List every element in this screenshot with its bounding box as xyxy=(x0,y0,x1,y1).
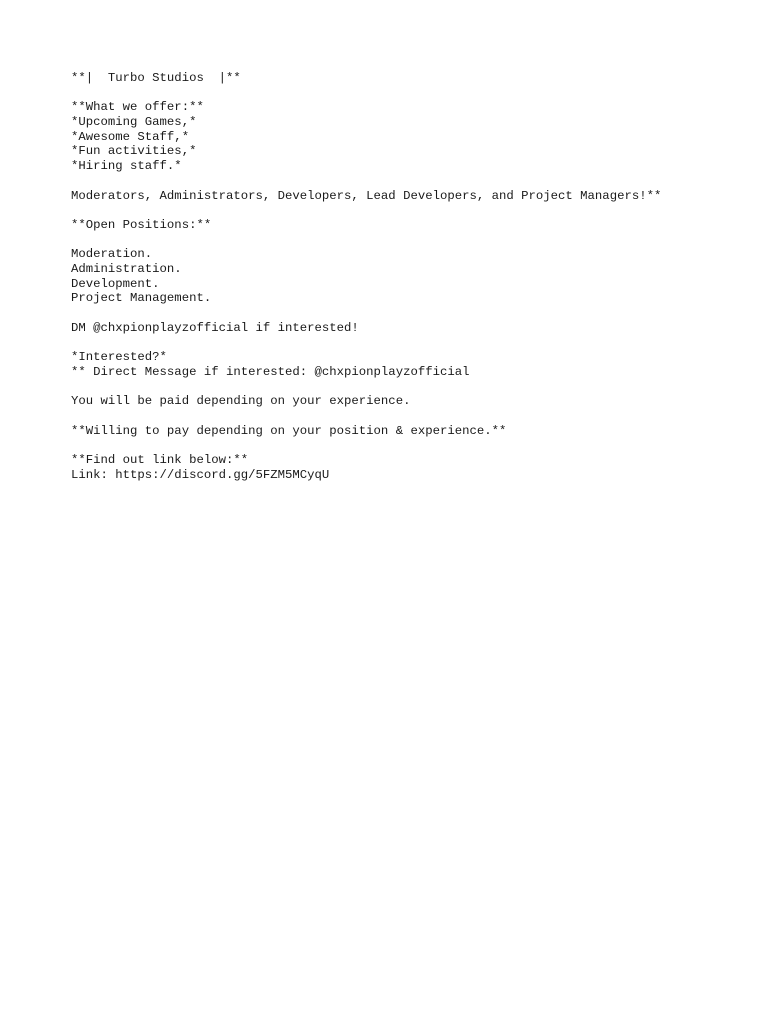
offer-item: *Hiring staff.* xyxy=(71,159,182,174)
offer-item: *Upcoming Games,* xyxy=(71,115,197,130)
offer-item: *Fun activities,* xyxy=(71,144,197,159)
position-item: Project Management. xyxy=(71,291,212,306)
document-page xyxy=(71,71,751,482)
positions-heading: **Open Positions:** xyxy=(71,217,212,232)
document-header: **| Turbo Studios |** xyxy=(71,71,241,85)
position-item: Moderation. xyxy=(71,247,153,262)
blank-line xyxy=(71,335,751,350)
position-item: Development. xyxy=(71,276,160,291)
blank-line xyxy=(71,379,751,394)
blank-line xyxy=(71,174,751,189)
blank-line xyxy=(71,86,751,101)
blank-line xyxy=(71,233,751,248)
position-item: Administration. xyxy=(71,261,182,276)
blank-line xyxy=(71,306,751,321)
interested-heading: *Interested?* xyxy=(71,350,167,365)
offer-item: *Awesome Staff,* xyxy=(71,129,190,144)
blank-line xyxy=(71,409,751,424)
paid-line: You will be paid depending on your experience. xyxy=(71,394,411,409)
interested-line: ** Direct Message if interested: @chxpionplayzofficial xyxy=(71,364,470,379)
dm-line: DM @chxpionplayzofficial if interested! xyxy=(71,320,359,335)
blank-line xyxy=(71,203,751,218)
link-heading: **Find out link below:** xyxy=(71,452,249,467)
link-line: Link: https://discord.gg/5FZM5MCyqU xyxy=(71,467,330,482)
blank-line xyxy=(71,438,751,453)
offer-heading: **What we offer:** xyxy=(71,100,204,115)
willing-line: **Willing to pay depending on your position & experience.** xyxy=(71,423,507,438)
roles-line: Moderators, Administrators, Developers, Lead Developers, and Project Managers!** xyxy=(71,188,662,203)
